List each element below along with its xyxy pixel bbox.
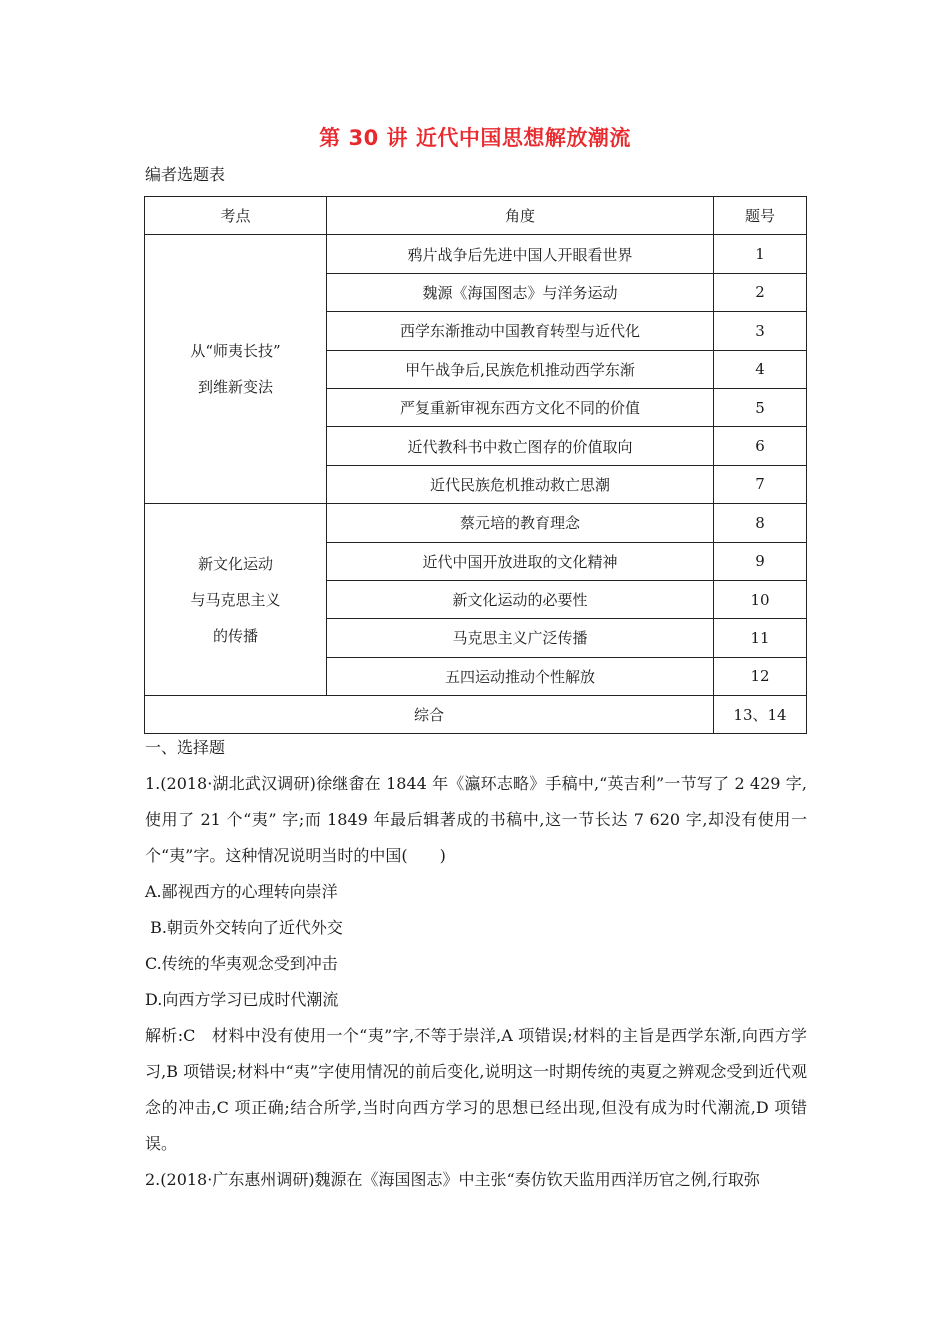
topic-line: 到维新变法 bbox=[197, 378, 273, 397]
topic-cell-1 bbox=[145, 235, 327, 504]
topic-line: 从“师夷长技” bbox=[190, 342, 281, 361]
summary-number: 13、14 bbox=[714, 696, 807, 734]
angle-cell: 近代民族危机推动救亡思潮 bbox=[327, 465, 714, 503]
number-cell: 10 bbox=[714, 580, 807, 618]
topic-line: 与马克思主义 bbox=[190, 590, 281, 609]
question-1-stem: 1.(2018·湖北武汉调研)徐继畬在 1844 年《瀛环志略》手稿中,“英吉利”一节写了 2 429 字,使用了 21 个“夷” 字;而 1849 年最后辑著成的书稿中,这一节长达 7 620 字,却没有使用一个“夷”字。这种情况说明当时的中国( ) bbox=[145, 774, 807, 865]
header-topic: 考点 bbox=[145, 197, 327, 235]
topic-selection-table bbox=[144, 196, 807, 734]
angle-cell: 新文化运动的必要性 bbox=[327, 580, 714, 618]
angle-cell: 甲午战争后,民族危机推动西学东渐 bbox=[327, 350, 714, 388]
angle-cell: 严复重新审视东西方文化不同的价值 bbox=[327, 388, 714, 426]
angle-cell: 鸦片战争后先进中国人开眼看世界 bbox=[327, 235, 714, 273]
number-cell: 12 bbox=[714, 657, 807, 695]
angle-cell: 近代教科书中救亡图存的价值取向 bbox=[327, 427, 714, 465]
number-cell: 9 bbox=[714, 542, 807, 580]
topic-cell-2 bbox=[145, 504, 327, 696]
number-cell: 2 bbox=[714, 273, 807, 311]
summary-label: 综合 bbox=[145, 696, 714, 734]
question-section bbox=[145, 730, 807, 1198]
question-1-option-b: B.朝贡外交转向了近代外交 bbox=[145, 918, 343, 937]
angle-cell: 近代中国开放进取的文化精神 bbox=[327, 542, 714, 580]
question-2-stem: 2.(2018·广东惠州调研)魏源在《海国图志》中主张“奏仿钦天监用西洋历官之例,行取弥 bbox=[145, 1170, 760, 1189]
topic-line: 新文化运动 bbox=[197, 554, 273, 573]
angle-cell: 马克思主义广泛传播 bbox=[327, 619, 714, 657]
question-1-option-d: D.向西方学习已成时代潮流 bbox=[145, 990, 339, 1009]
table-caption: 编者选题表 bbox=[145, 165, 226, 184]
summary-row bbox=[145, 696, 807, 734]
table-row bbox=[145, 504, 807, 542]
question-1-option-a: A.鄙视西方的心理转向崇洋 bbox=[145, 882, 338, 901]
number-cell: 4 bbox=[714, 350, 807, 388]
angle-cell: 西学东渐推动中国教育转型与近代化 bbox=[327, 312, 714, 350]
header-angle: 角度 bbox=[327, 197, 714, 235]
number-cell: 3 bbox=[714, 312, 807, 350]
angle-cell: 五四运动推动个性解放 bbox=[327, 657, 714, 695]
number-cell: 5 bbox=[714, 388, 807, 426]
header-number: 题号 bbox=[714, 197, 807, 235]
table-header-row bbox=[145, 197, 807, 235]
number-cell: 8 bbox=[714, 504, 807, 542]
angle-cell: 魏源《海国图志》与洋务运动 bbox=[327, 273, 714, 311]
question-1-analysis: 解析:C 材料中没有使用一个“夷”字,不等于崇洋,A 项错误;材料的主旨是西学东渐,向西方学习,B 项错误;材料中“夷”字使用情况的前后变化,说明这一时期传统的夷夏之辨观念受到近代观念的冲击,C 项正确;结合所学,当时向西方学习的思想已经出现,但没有成为时代潮流,D 项错误。 bbox=[145, 1026, 807, 1153]
number-cell: 7 bbox=[714, 465, 807, 503]
section-heading: 一、选择题 bbox=[145, 738, 226, 757]
number-cell: 11 bbox=[714, 619, 807, 657]
question-1-option-c: C.传统的华夷观念受到冲击 bbox=[145, 954, 338, 973]
number-cell: 1 bbox=[714, 235, 807, 273]
page-title: 第 30 讲 近代中国思想解放潮流 bbox=[319, 126, 631, 150]
number-cell: 6 bbox=[714, 427, 807, 465]
angle-cell: 蔡元培的教育理念 bbox=[327, 504, 714, 542]
topic-line: 的传播 bbox=[212, 626, 258, 645]
table-row bbox=[145, 235, 807, 273]
